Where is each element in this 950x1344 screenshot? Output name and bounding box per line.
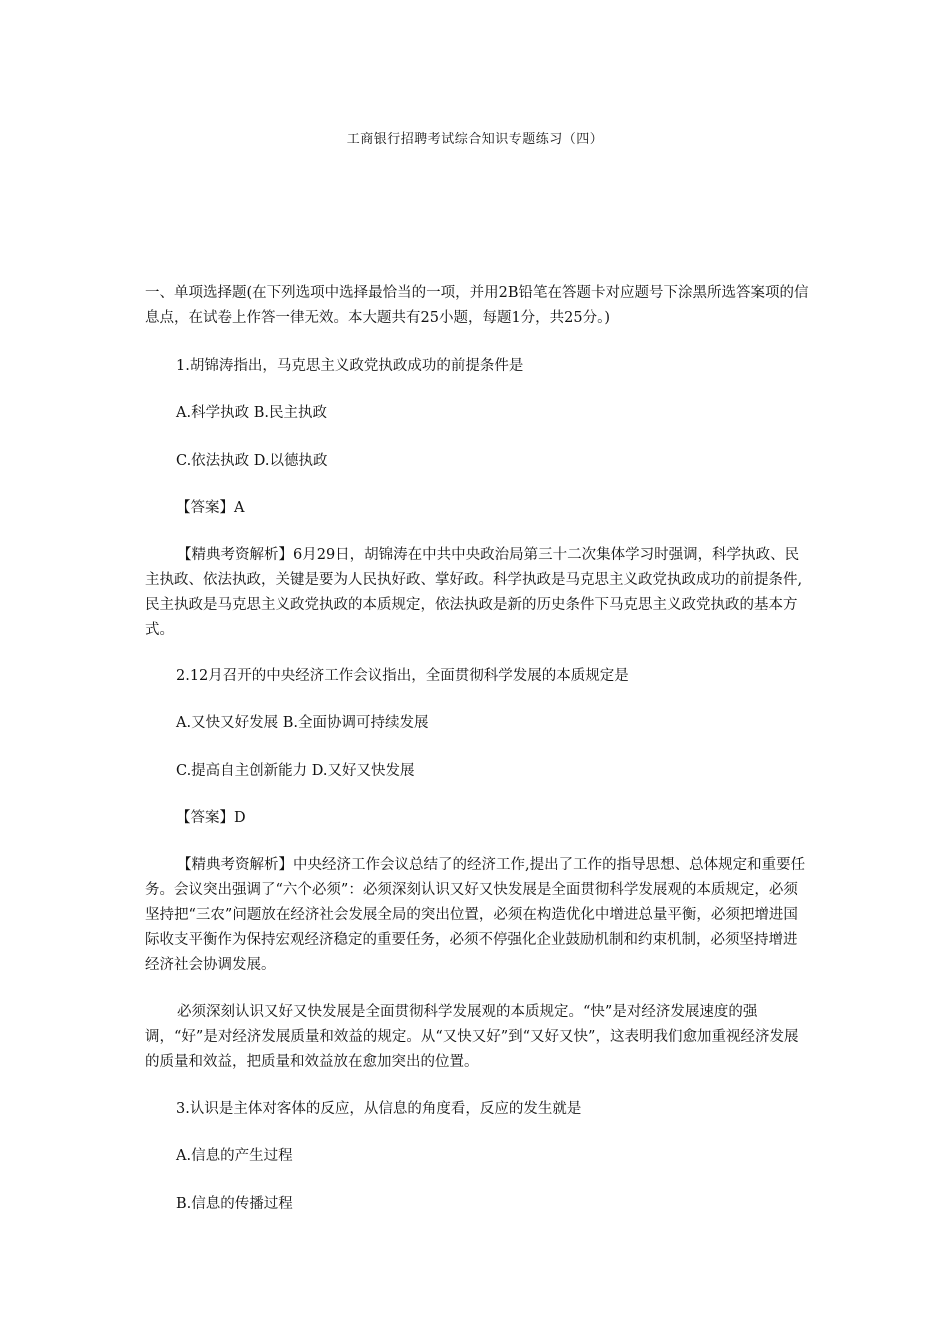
page-title: 工商银行招聘考试综合知识专题练习（四）: [346, 132, 604, 147]
section-intro: 一、单项选择题(在下列选项中选择最恰当的一项，并用2B铅笔在答题卡对应题号下涂黑所选答案项的信息点，在试卷上作答一律无效。本大题共有25小题，每题1分，共25分。): [145, 285, 809, 326]
q2-analysis: 【精典考资解析】中央经济工作会议总结了的经济工作,提出了工作的指导思想、总体规定和重要任务。会议突出强调了“六个必须”：必须深刻认识又好又快发展是全面贯彻科学发展观的本质规定，必须坚持把“三农”问题放在经济社会发展全局的突出位置，必须在构造优化中增进总量平衡，必须把增进国际收支平衡作为保持宏观经济稳定的重要任务，必须不停强化企业鼓励机制和约束机制，必须坚持增进经济社会协调发展。: [145, 857, 806, 973]
q2-analysis-continued: 必须深刻认识又好又快发展是全面贯彻科学发展观的本质规定。“快”是对经济发展速度的强调，“好”是对经济发展质量和效益的规定。从“又快又好”到“又好又快”，这表明我们愈加重视经济发展的质量和效益，把质量和效益放在愈加突出的位置。: [145, 1004, 799, 1070]
q3-option-a: A.信息的产生过程: [176, 1148, 293, 1164]
q1-answer: 【答案】A: [176, 500, 245, 516]
q2-answer: 【答案】D: [176, 810, 246, 826]
q1-options-cd: C.依法执政 D.以德执政: [176, 453, 328, 469]
q3-option-b: B.信息的传播过程: [176, 1196, 293, 1212]
q1-stem: 1.胡锦涛指出，马克思主义政党执政成功的前提条件是: [176, 358, 524, 374]
q2-stem: 2.12月召开的中央经济工作会议指出，全面贯彻科学发展的本质规定是: [176, 668, 629, 684]
q1-analysis: 【精典考资解析】6月29日，胡锦涛在中共中央政治局第三十二次集体学习时强调，科学执政、民主执政、依法执政，关键是要为人民执好政、掌好政。科学执政是马克思主义政党执政成功的前提条件, 民主执政是马克思主义政党执政的本质规定，依法执政是新的历史条件下马克思主义政党执政的基本方式。: [145, 547, 803, 638]
q3-stem: 3.认识是主体对客体的反应，从信息的角度看，反应的发生就是: [176, 1101, 582, 1117]
q1-options-ab: A.科学执政 B.民主执政: [176, 405, 327, 421]
q2-options-cd: C.提高自主创新能力 D.又好又快发展: [176, 763, 415, 779]
q2-options-ab: A.又快又好发展 B.全面协调可持续发展: [176, 715, 429, 731]
